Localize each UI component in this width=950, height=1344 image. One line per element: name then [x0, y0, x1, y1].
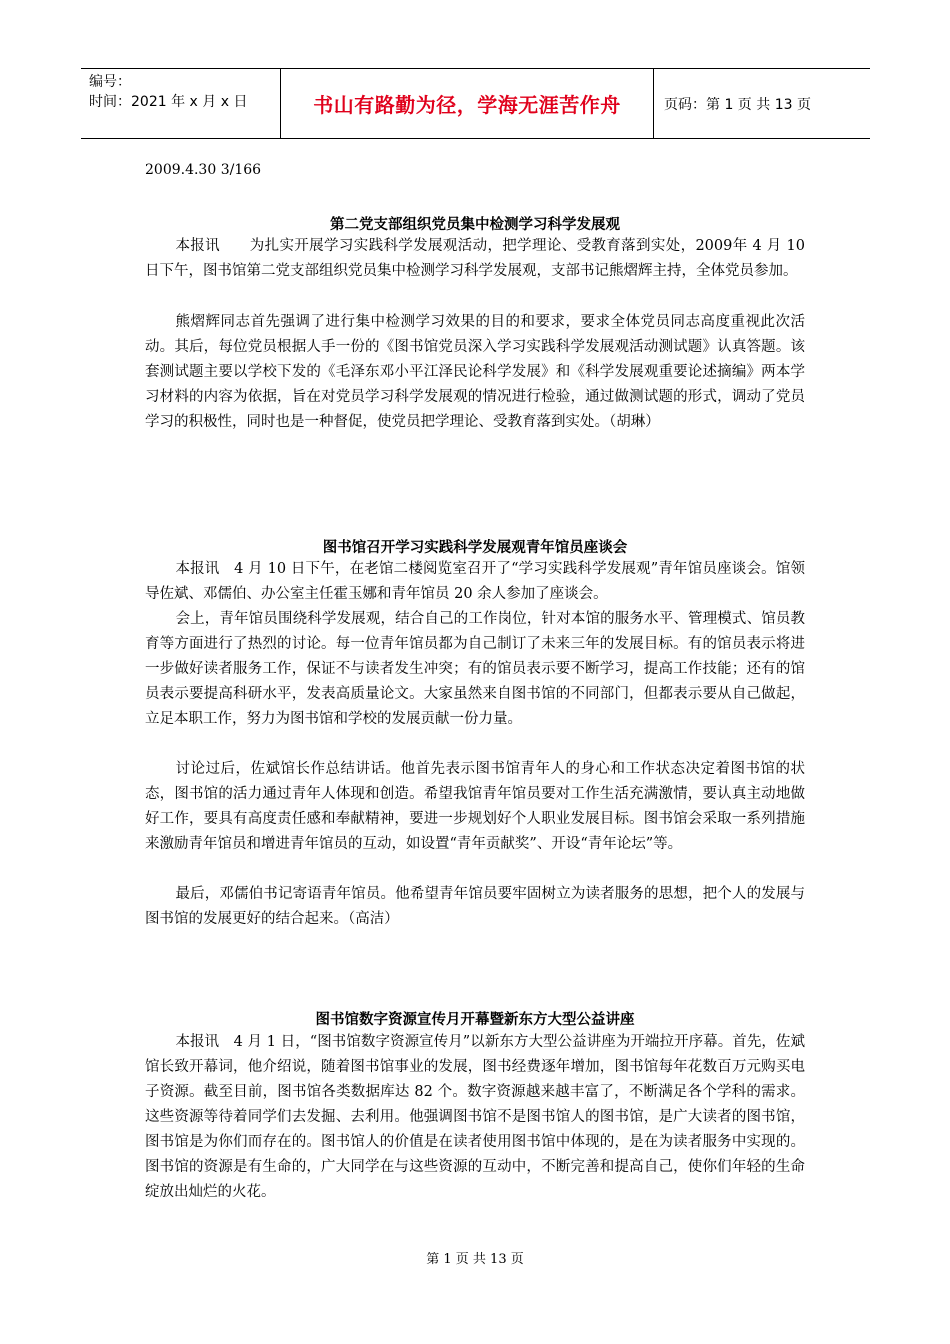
- header-meta: [81, 69, 281, 138]
- article-title: 图书馆召开学习实践科学发展观青年馆员座谈会: [322, 540, 628, 556]
- article-title: 图书馆数字资源宣传月开幕暨新东方大型公益讲座: [315, 1012, 635, 1028]
- article-paragraph: 熊熠辉同志首先强调了进行集中检测学习效果的目的和要求，要求全体党员同志高度重视此次活动。其后，每位党员根据人手一份的《图书馆党员深入学习实践科学发展观活动测试题》认真答题。该套测试题主要以学校下发的《毛泽东邓小平江泽民论科学发展》和《科学发展观重要论述摘编》两本学习材料的内容为依据，旨在对党员学习科学发展观的情况进行检验，通过做测试题的形式，调动了党员学习的积极性，同时也是一种督促，使党员把学理论、受教育落到实处。（胡琳）: [145, 314, 805, 430]
- time-label: 时间：2021 年 x 月 x 日: [89, 94, 248, 110]
- article-paragraph: 本报讯 4 月 10 日下午，在老馆二楼阅览室召开了“学习实践科学发展观”青年馆员座谈会。馆领导佐斌、邓儒伯、办公室主任霍玉娜和青年馆员 20 余人参加了座谈会。: [145, 561, 805, 602]
- article-paragraph: 会上，青年馆员围绕科学发展观，结合自己的工作岗位，针对本馆的服务水平、管理模式、馆员教育等方面进行了热烈的讨论。每一位青年馆员都为自己制订了未来三年的发展目标。有的馆员表示将进一步做好读者服务工作，保证不与读者发生冲突；有的馆员表示要不断学习，提高工作技能；还有的馆员表示要提高科研水平，发表高质量论文。大家虽然来自图书馆的不同部门，但都表示要从自己做起，立足本职工作，努力为图书馆和学校的发展贡献一份力量。: [145, 611, 805, 727]
- dateline: 2009.4.30 3/166: [145, 162, 262, 178]
- article-paragraph: 本报讯 4 月 1 日，“图书馆数字资源宣传月”以新东方大型公益讲座为开端拉开序幕。首先，佐斌馆长致开幕词，他介绍说，随着图书馆事业的发展，图书经费逐年增加，图书馆每年花数百万元购买电子资源。截至目前，图书馆各类数据库达 82 个。数字资源越来越丰富了，不断满足各个学科的需求。这些资源等待着同学们去发掘、去利用。他强调图书馆不是图书馆人的图书馆，是广大读者的图书馆，图书馆是为你们而存在的。图书馆人的价值是在读者使用图书馆中体现的，是在为读者服务中实现的。图书馆的资源是有生命的，广大同学在与这些资源的互动中，不断完善和提高自己，使你们年轻的生命绽放出灿烂的火花。: [145, 1034, 805, 1200]
- article-paragraph: 本报讯 为扎实开展学习实践科学发展观活动，把学理论、受教育落到实处，2009年 4 月 10 日下午，图书馆第二党支部组织党员集中检测学习科学发展观，支部书记熊熠辉主持，全体党员参加。: [145, 238, 805, 279]
- article-paragraph: 最后，邓儒伯书记寄语青年馆员。他希望青年馆员要牢固树立为读者服务的思想，把个人的发展与图书馆的发展更好的结合起来。（高洁）: [145, 886, 805, 927]
- page-header: [81, 68, 870, 139]
- header-page-label: 页码：第 1 页 共 13 页: [664, 96, 811, 113]
- page-footer: 第 1 页 共 13 页: [426, 1252, 524, 1267]
- article-paragraph: 讨论过后，佐斌馆长作总结讲话。他首先表示图书馆青年人的身心和工作状态决定着图书馆的状态，图书馆的活力通过青年人体现和创造。希望我馆青年馆员要对工作生活充满激情，要认真主动地做好工作，要具有高度责任感和奉献精神，要进一步规划好个人职业发展目标。图书馆会采取一系列措施来激励青年馆员和增进青年馆员的互动，如设置“青年贡献奖”、开设“青年论坛”等。: [145, 761, 805, 852]
- article-title: 第二党支部组织党员集中检测学习科学发展观: [330, 217, 620, 233]
- number-label: 编号：: [89, 74, 131, 90]
- header-motto: 书山有路勤为径，学海无涯苦作舟: [281, 69, 654, 138]
